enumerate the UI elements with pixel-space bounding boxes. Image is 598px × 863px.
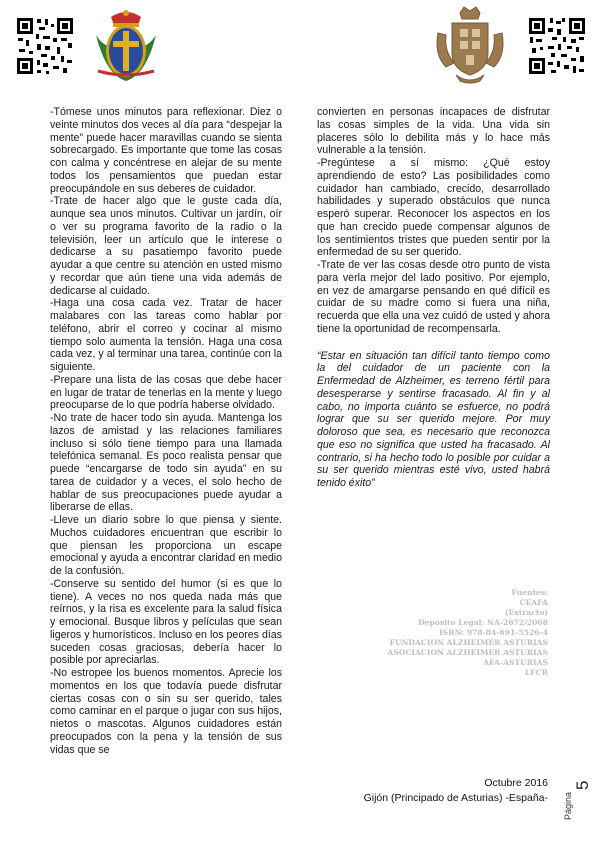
- cross-emblem-icon: [86, 5, 166, 85]
- cross-emblem: [86, 5, 166, 85]
- source-line: ASOCIACION ALZHEIMER ASTURIAS: [387, 648, 548, 657]
- qr-code-left: [15, 16, 75, 76]
- sources-heading: Fuentes:: [511, 588, 548, 597]
- source-line: ISBN: 978-84-691-5526-4: [439, 628, 548, 637]
- quote-paragraph: “Estar en situación tan difícil tanto tiempo como la del cuidador de un paciente con la Enfermedad de Alzheimer, es terreno fértil para desesperarse y sentirse fracasado. Al fin y al cabo, no importa cuánto se esfuerce, no podrá lograr que su ser querido mejore. Por muy doloroso que sea, es necesario que reconozca que eso no significa que usted ha fracasado. Al contrario, si ha hecho todo lo posible por cuidar a su ser querido mientras esté vivo, usted habrá tenido éxito”: [317, 349, 550, 489]
- footer-place: Gijón (Principado de Asturias) -España-: [363, 792, 548, 804]
- page-label: Página: [563, 791, 573, 820]
- paragraph: -No trate de hacer todo sin ayuda. Mantenga los lazos de amistad y las relaciones familiares incluso si sólo tiene tiempo para una llamada telefónica semanal. Es poco realista pensar que puede “encargarse de todo sin ayuda” en su tarea de cuidador y a veces, el solo hecho de hablar de sus preocupaciones puede ayudar a liberarse de ellas.: [50, 412, 282, 514]
- left-column: [50, 106, 282, 756]
- paragraph: -Conserve su sentido del humor (si es que lo tiene). A veces no nos queda nada más que reírnos, y la risa es excelente para la salud física y emocional. Busque libros y películas que sean ligeros y humorísticos. Incluso en los peores días suceden cosas graciosas, debería hacer lo posible por apreciarlas.: [50, 577, 282, 667]
- paragraph: -Haga una cosa cada vez. Tratar de hacer malabares con las tareas como hablar por teléfono, abrir el correo y cocinar al mismo tiempo solo aumenta la tensión. Haga una cosa cada vez, y al terminar una tarea, continúe con la siguiente.: [50, 297, 282, 373]
- source-line: FUNDACION ALZHEIMER ASTURIAS: [389, 638, 548, 647]
- paragraph: -Prepare una lista de las cosas que debe hacer en lugar de tratar de tenerlas en la mente y luego preocuparse de lo que podría haberse olvidado.: [50, 373, 282, 412]
- source-line: LFCR: [524, 668, 548, 677]
- qr-code-right: [527, 16, 587, 76]
- source-line: (Extracto): [504, 608, 548, 617]
- footer-date: Octubre 2016: [484, 777, 548, 789]
- paragraph: -No estropee los buenos momentos. Aprecie los momentos en los que todavía puede disfrutar ciertas cosas con o sin su ser querido, tales como caminar en el parque o jugar con sus hijos, nietos o mascotas. Algunos cuidadores están preocupados con la pena y la tensión de sus vidas que se: [50, 667, 282, 756]
- source-line: AFA-ASTURIAS: [483, 658, 548, 667]
- sources-block: [340, 588, 548, 678]
- right-column: [317, 106, 550, 490]
- source-line: CEAFA: [519, 598, 548, 607]
- coat-of-arms-icon: [430, 5, 510, 85]
- paragraph: -Trate de hacer algo que le guste cada día, aunque sea unos minutos. Cultivar un jardín, oír o ver su programa favorito de la radio o la televisión, leer un artículo que le interese o dedicarse a su pasatiempo favorito puede ayudar a que centre su atención en usted mismo y recordar que aún tiene una vida además de dedicarse al cuidado.: [50, 195, 282, 297]
- paragraph: -Lleve un diario sobre lo que piensa y siente. Muchos cuidadores encuentran que escribir lo que piensan les proporciona un escape emocional y ayuda a encontrar claridad en medio de la confusión.: [50, 514, 282, 577]
- page-number: 5: [573, 780, 592, 790]
- paragraph: -Trate de ver las cosas desde otro punto de vista para verla mejor del lado positivo. Por ejemplo, en vez de amargarse pensando en qué difícil es cuidar de su madre como si fuera una niña, recuerda que ella una vez cuidó de usted y ahora tiene la oportunidad de recompensarla.: [317, 259, 550, 335]
- paragraph: -Tómese unos minutos para reflexionar. Diez o veinte minutos dos veces al día para “despejar la mente” puede hacer maravillas cuando se sienta sobrecargado. Es importante que tome las cosas con calma y concéntrese en alejar de su mente todos los pensamientos que puedan estar preocupándole en sus deberes de cuidador.: [50, 106, 282, 195]
- source-line: Depósito Legal: NA-2672/2008: [418, 618, 548, 627]
- qr-code-icon: [527, 16, 587, 76]
- qr-code-icon: [15, 16, 75, 76]
- paragraph: convierten en personas incapaces de disfrutar las cosas simples de la vida. Una vida sin placeres sólo lo debilita más y lo hace más vulnerable a la tensión.: [317, 106, 550, 157]
- paragraph: -Pregúntese a sí mismo: ¿Qué estoy aprendiendo de esto? Las posibilidades como cuidador han cambiado, crecido, desarrollado habilidades y superado obstáculos que nunca esperó superar. Reconocer los aspectos en los que han crecido puede compensar algunos de los sentimientos tristes que pueden sentir por la enfermedad de su ser querido.: [317, 157, 550, 259]
- coat-of-arms: [430, 5, 510, 85]
